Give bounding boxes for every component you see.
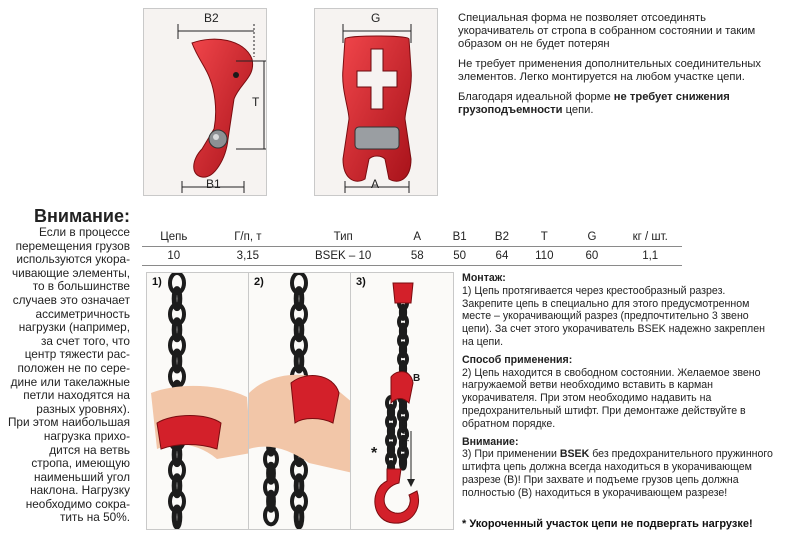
warning-line: нагрузки (например, [18, 320, 130, 335]
chain-illustration-3 [351, 273, 453, 529]
step-1-number: 1) [152, 276, 162, 288]
warning-line: дине или такелажные [10, 374, 130, 389]
spec-header-cell: A [396, 228, 438, 247]
warn-text-post: без предохранительного пружинного штифта цепь должна всегда находиться в укорачивающем разрезе (B)! При захвате и подъеме грузов цепь должна полностью (B) находиться в укорачивающем разрезе! [462, 448, 773, 499]
spec-header-cell: Г/п, т [206, 228, 291, 247]
warning-line: петли находятся на [23, 388, 130, 403]
warning-line: случаев это означает [12, 292, 130, 307]
spec-value-cell: 3,15 [206, 247, 291, 266]
spec-header-cell: G [565, 228, 618, 247]
warning-line: ассиметричность [35, 306, 130, 321]
spec-value-cell: 58 [396, 247, 438, 266]
spec-value-cell: 60 [565, 247, 618, 266]
intro-paragraph-1: Специальная форма не позволяет отсоединять укорачиватель от стропа в собранном состоянии и таким образом он не будет потерян [458, 12, 756, 50]
intro-p3-pre: Благодаря идеальной форме [458, 91, 614, 103]
warning-line: нагрузка прихо- [43, 428, 130, 443]
spec-table [142, 228, 682, 266]
instructions [462, 272, 778, 500]
spec-value-cell: 1,1 [618, 247, 682, 266]
chain-illustration-2 [249, 273, 353, 529]
step-photo-1 [146, 272, 252, 530]
spec-header-cell: Тип [290, 228, 396, 247]
spec-header-cell: кг / шт. [618, 228, 682, 247]
step-photo-2 [248, 272, 354, 530]
intro-paragraph-3 [458, 91, 768, 117]
warning-line: необходимо сокра- [25, 496, 130, 511]
usage-text: 2) Цепь находится в свободном состоянии. Желаемое звено нагружаемой ветви необходимо вставить в карман укорачивателя. При этом необходимо надавить на предохранительный штифт. При демонтаже действуйте в обратном порядке. [462, 366, 761, 430]
warning-title: Внимание: [34, 206, 130, 226]
star-mark: * [371, 445, 378, 462]
warning-line: При этом наибольшая [7, 415, 130, 430]
a-label: A [371, 177, 380, 191]
spec-header-cell: T [523, 228, 565, 247]
spec-table-row [142, 247, 682, 266]
usage-title: Способ применения: [462, 353, 573, 366]
g-label: G [371, 11, 381, 25]
spec-value-cell: 64 [481, 247, 523, 266]
load-label: нагрузка [399, 419, 409, 455]
warn-text-bold: BSEK [559, 448, 590, 461]
warning-line: то в большинстве [32, 279, 130, 294]
side-view-diagram [143, 8, 267, 196]
warning-line: наклона. Нагрузку [30, 483, 130, 498]
intro-text [458, 12, 768, 124]
warning-body [0, 226, 130, 525]
intro-paragraph-2: Не требует применения дополнительных соединительных элементов. Легко монтируется на любом участке цепи. [458, 58, 762, 83]
warn-text [462, 448, 778, 499]
footnote: * Укороченный участок цепи не подвергать нагрузке! [462, 518, 753, 530]
chain-illustration-1 [147, 273, 251, 529]
front-view-drawing [315, 9, 437, 195]
front-view-diagram [314, 8, 438, 196]
b1-label: B1 [206, 177, 221, 191]
spec-header-cell: Цепь [142, 228, 206, 247]
spec-table-header [142, 228, 682, 247]
step-photo-3 [350, 272, 454, 530]
montage-title: Монтаж: [462, 272, 506, 284]
montage-text: 1) Цепь протягивается через крестообразный разрез. Закрепите цепь в специально для этого предусмотренном месте – укорачивающий разрез (предпочтительно 3 звено цепи). За счет этого укорачиватель BSEK надежно закреплен на цепи. [462, 284, 765, 348]
warn-title-2: Внимание: [462, 435, 519, 448]
spec-value-cell: 110 [523, 247, 565, 266]
warning-line: разных уровнях). [36, 401, 130, 416]
warning-line: за счет того, что [41, 333, 130, 348]
spec-value-cell: 10 [142, 247, 206, 266]
warning-line: тить на 50%. [59, 510, 130, 525]
warning-line: положен не по сере- [17, 360, 130, 375]
spec-value-cell: BSEK – 10 [290, 247, 396, 266]
warning-line: Если в процессе [39, 225, 130, 239]
warning-line: чивающие элементы, [12, 265, 130, 280]
b-pocket-label: B [413, 373, 421, 384]
spec-header-cell: B1 [438, 228, 480, 247]
step-2-number: 2) [254, 276, 264, 288]
warning-line: дится на ветвь [49, 442, 130, 457]
spec-value-cell: 50 [438, 247, 480, 266]
b2-label: B2 [204, 11, 219, 25]
warn-text-pre: 3) При применении [462, 448, 560, 461]
warning-line: центр тяжести рас- [24, 347, 130, 362]
intro-p3-bold: не требует снижения грузоподъемности [458, 91, 730, 116]
spec-header-cell: B2 [481, 228, 523, 247]
intro-p3-post: цепи. [562, 104, 594, 116]
warning-line: перемещения грузов [15, 238, 130, 253]
warning-line: стропа, имеющую [31, 456, 130, 471]
t-label: T [252, 95, 260, 109]
warning-line: используются укора- [16, 252, 130, 267]
side-view-drawing [144, 9, 266, 195]
step-3-number: 3) [356, 276, 366, 288]
warning-line: наименьший угол [33, 469, 130, 484]
